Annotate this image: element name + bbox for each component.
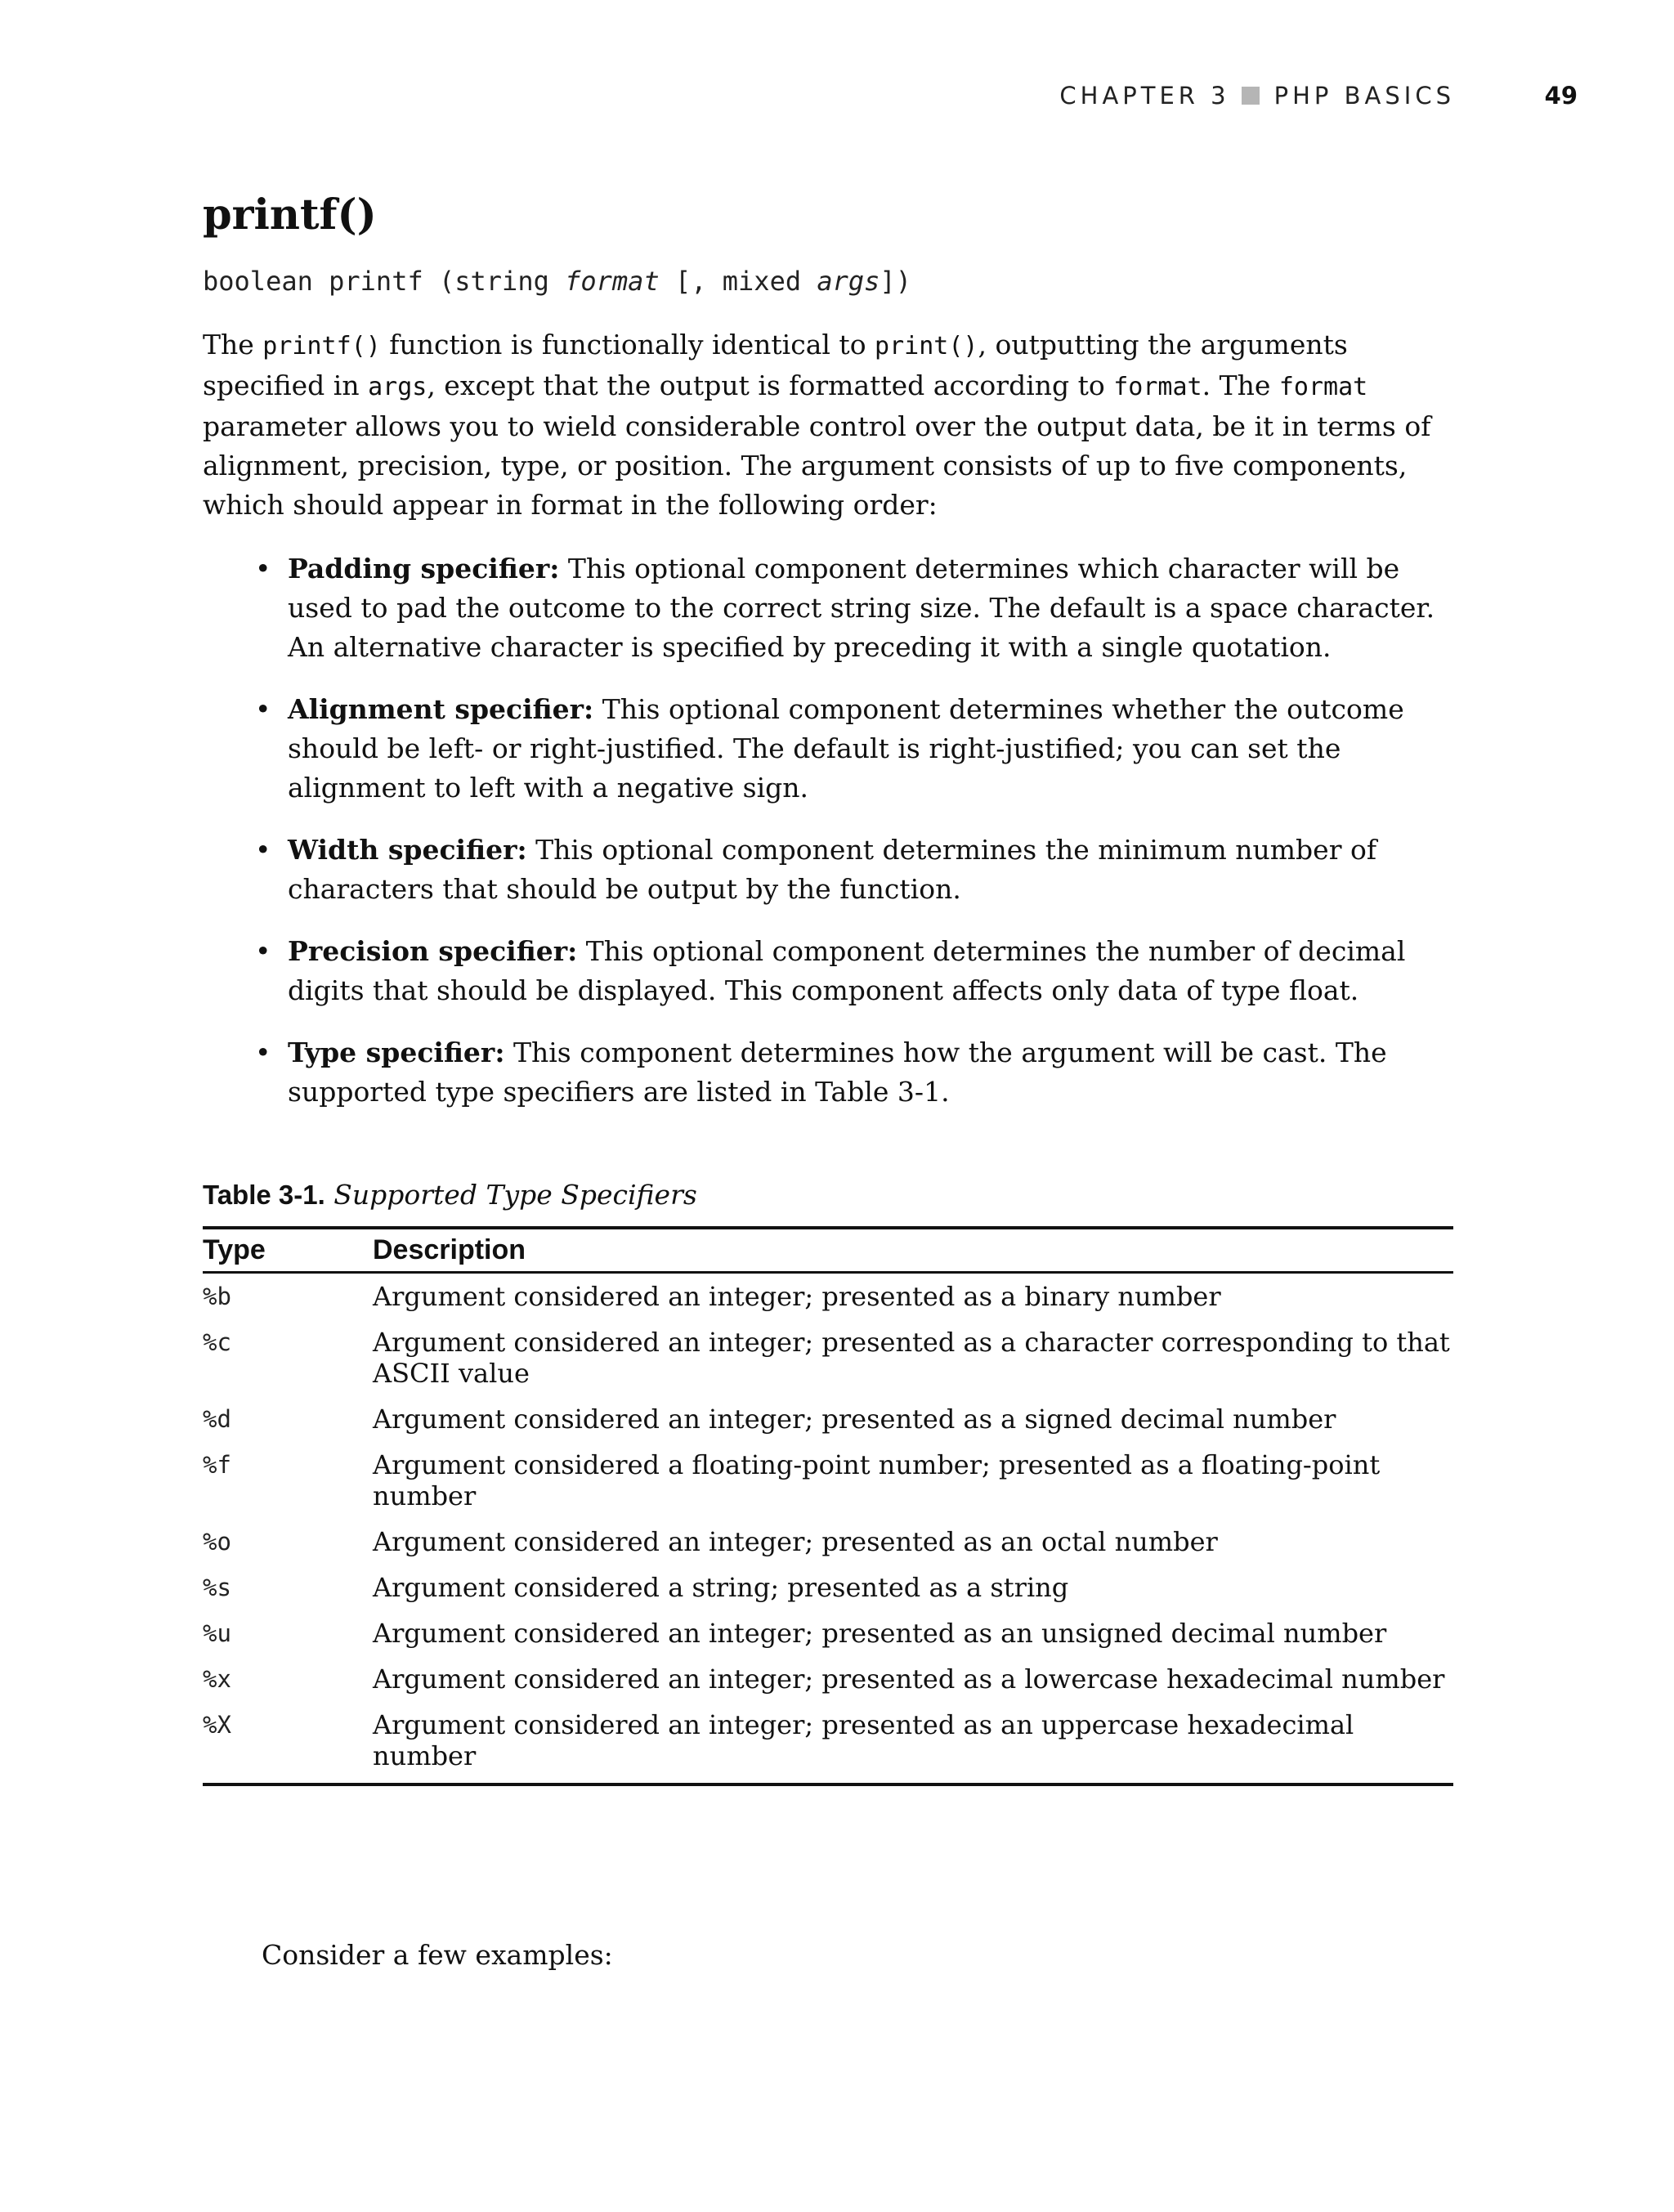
type-cell: %x — [203, 1665, 231, 1693]
intro-text: , except that the output is formatted according to — [427, 369, 1114, 401]
list-item — [255, 690, 1453, 808]
bullet-icon: • — [255, 935, 271, 967]
list-item — [255, 549, 1453, 667]
signature-part: [, mixed — [659, 266, 817, 297]
signature-part: ]) — [880, 266, 911, 297]
inline-code: args — [368, 373, 427, 401]
table-caption-label: Table 3-1. — [203, 1180, 325, 1210]
description-cell: Argument considered an integer; presented as a signed decimal number — [373, 1404, 1336, 1435]
description-cell: Argument considered an integer; presented as a character corresponding to that ASCII value — [373, 1327, 1450, 1389]
page-content — [203, 186, 1453, 1786]
bullet-icon: • — [255, 834, 271, 866]
list-item — [255, 932, 1453, 1010]
section-label: PHP BASICS — [1273, 82, 1455, 110]
table-row — [203, 1442, 1453, 1519]
type-cell: %b — [203, 1283, 231, 1310]
inline-code: printf() — [262, 332, 381, 360]
section-title: printf() — [203, 190, 377, 240]
table-row — [203, 1396, 1453, 1442]
table-caption — [203, 1175, 1453, 1215]
type-cell: %o — [203, 1528, 231, 1556]
intro-text: The — [203, 329, 263, 360]
description-cell: Argument considered an integer; presented as an octal number — [373, 1526, 1218, 1557]
table-row — [203, 1519, 1453, 1565]
specifier-text: This optional component determines which character will be used to pad the outcome to the correct string size. The default is a space character. An alternative character is specified by preceding it with a single quotation. — [288, 553, 1435, 663]
type-cell: %s — [203, 1574, 231, 1601]
description-cell: Argument considered an integer; presented as a binary number — [373, 1281, 1221, 1312]
square-icon — [1242, 87, 1260, 105]
type-specifier-table — [203, 1226, 1453, 1786]
list-item — [255, 1033, 1453, 1112]
table-header-row — [203, 1228, 1453, 1273]
specifier-label: Width specifier: — [288, 834, 527, 866]
type-cell: %X — [203, 1711, 231, 1739]
table-row — [203, 1319, 1453, 1396]
description-cell: Argument considered an integer; presented as an uppercase hexadecimal number — [373, 1709, 1354, 1771]
list-item — [255, 831, 1453, 909]
type-cell: %c — [203, 1328, 231, 1356]
page-number: 49 — [1544, 82, 1578, 110]
table-caption-title: Supported Type Specifiers — [333, 1179, 697, 1211]
chapter-header — [1059, 82, 1455, 110]
specifier-text: This optional component determines the number of decimal digits that should be displayed. This component affects only data of type float. — [288, 935, 1406, 1006]
type-cell: %f — [203, 1451, 231, 1479]
specifier-text: This component determines how the argument will be cast. The supported type specifiers are listed in Table 3-1. — [288, 1037, 1387, 1108]
specifier-label: Type specifier: — [288, 1037, 505, 1068]
table-row — [203, 1702, 1453, 1784]
description-cell: Argument considered a floating-point number; presented as a floating-point number — [373, 1449, 1381, 1511]
specifier-text: This optional component determines the minimum number of characters that should be output by the function. — [288, 834, 1377, 905]
table-row — [203, 1273, 1453, 1320]
bullet-icon: • — [255, 693, 271, 725]
specifier-label: Alignment specifier: — [288, 693, 594, 725]
specifier-text: This optional component determines whether the outcome should be left- or right-justified. The default is right-justified; you can set the alignment to left with a negative sign. — [288, 693, 1404, 804]
intro-text: . The — [1202, 369, 1279, 401]
table-row — [203, 1610, 1453, 1656]
description-cell: Argument considered an integer; presented as an unsigned decimal number — [373, 1618, 1387, 1649]
bullet-icon: • — [255, 553, 271, 584]
bullet-icon: • — [255, 1037, 271, 1068]
signature-format-param: format — [565, 266, 660, 297]
function-signature — [203, 262, 1453, 301]
signature-part: boolean printf (string — [203, 266, 566, 297]
inline-code: format — [1278, 373, 1368, 401]
description-cell: Argument considered an integer; presented as a lowercase hexadecimal number — [373, 1663, 1445, 1695]
specifier-list — [203, 549, 1453, 1112]
intro-text: , outputting the arguments specified in — [203, 329, 1348, 401]
table-row — [203, 1565, 1453, 1610]
intro-text: function is functionally identical to — [380, 329, 875, 360]
column-header-type: Type — [203, 1228, 373, 1273]
column-header-description: Description — [373, 1228, 1453, 1273]
type-cell: %d — [203, 1405, 231, 1433]
specifier-label: Padding specifier: — [288, 553, 560, 584]
signature-args-param: args — [817, 266, 880, 297]
specifier-label: Precision specifier: — [288, 935, 578, 967]
trailing-paragraph: Consider a few examples: — [262, 1939, 613, 1971]
type-cell: %u — [203, 1619, 231, 1647]
chapter-label: CHAPTER 3 — [1059, 82, 1230, 110]
intro-paragraph — [203, 325, 1453, 525]
table-row — [203, 1656, 1453, 1702]
intro-text: parameter allows you to wield considerable control over the output data, be it in terms of alignment, precision, type, or position. The argument consists of up to five components, which should appear in format in the following order: — [203, 410, 1431, 521]
description-cell: Argument considered a string; presented as a string — [373, 1572, 1069, 1603]
inline-code: format — [1113, 373, 1202, 401]
running-header — [0, 82, 1674, 114]
inline-code: print() — [875, 332, 978, 360]
